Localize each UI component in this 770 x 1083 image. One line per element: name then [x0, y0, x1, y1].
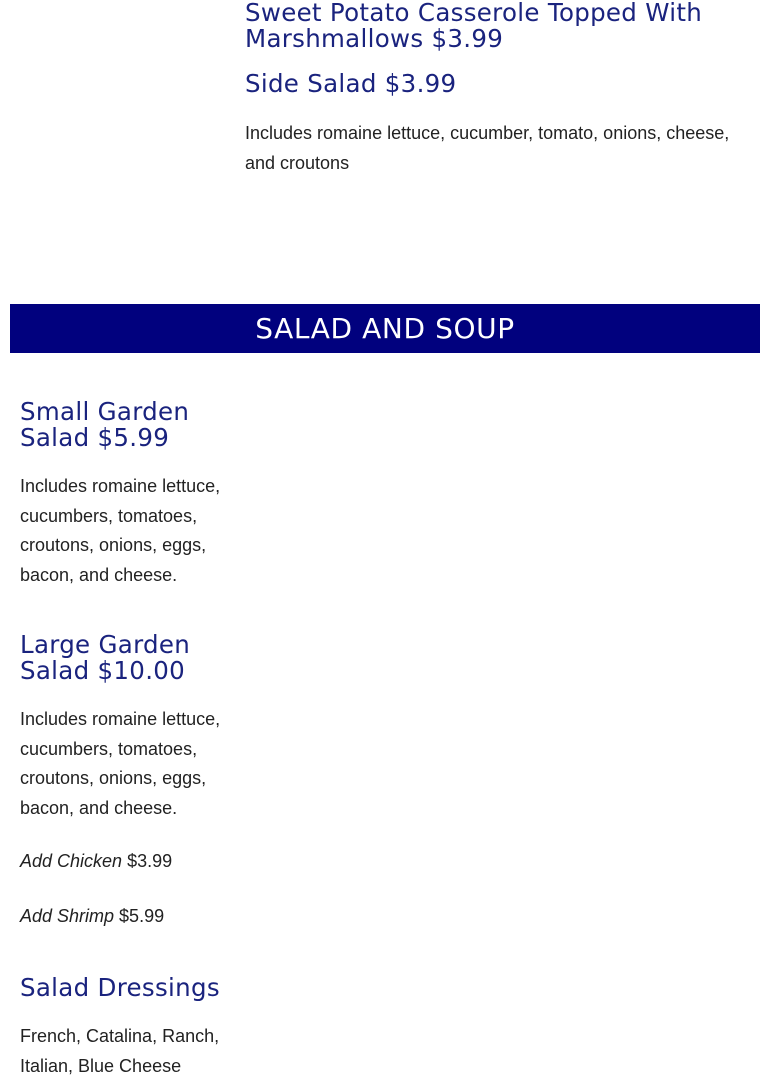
sweet-potato-casserole-title: Sweet Potato Casserole Topped With Marshmallows $3.99: [245, 0, 703, 53]
small-garden-salad-description: Includes romaine lettuce, cucumbers, tomatoes, croutons, onions, eggs, bacon, and cheese.: [20, 476, 221, 585]
side-salad-title: Side Salad $3.99: [245, 69, 457, 98]
addon-chicken: [20, 847, 320, 877]
salad-dressings-title: Salad Dressings: [20, 973, 220, 1002]
large-garden-salad-title: Large Garden Salad $10.00: [20, 630, 191, 685]
section-title: SALAD AND SOUP: [255, 312, 515, 345]
section-banner: [10, 304, 760, 353]
addon-shrimp-name: Add Shrimp: [20, 906, 115, 926]
addon-shrimp-price: $5.99: [114, 906, 165, 926]
large-garden-salad-description: Includes romaine lettuce, cucumbers, tomatoes, croutons, onions, eggs, bacon, and cheese.: [20, 709, 221, 818]
addon-chicken-price: $3.99: [122, 851, 173, 871]
side-salad-description: Includes romaine lettuce, cucumber, tomato, onions, cheese, and croutons: [245, 123, 730, 173]
addon-shrimp: [20, 902, 320, 932]
salad-dressings-list: French, Catalina, Ranch, Italian, Blue Cheese: [20, 1026, 220, 1076]
small-garden-salad-title: Small Garden Salad $5.99: [20, 397, 190, 452]
addon-chicken-name: Add Chicken: [20, 851, 123, 871]
